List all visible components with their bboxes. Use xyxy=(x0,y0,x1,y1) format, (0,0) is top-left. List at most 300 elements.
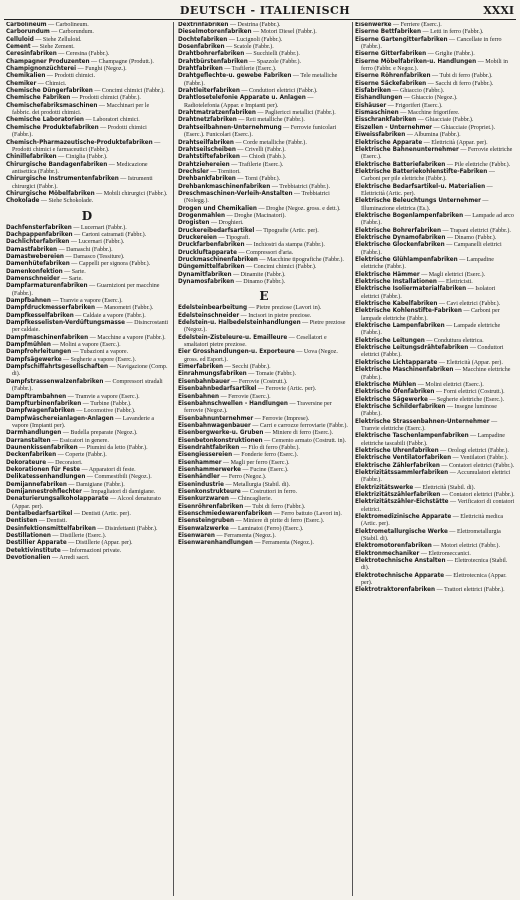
entry-definition: — Carbolineum. xyxy=(48,22,89,28)
entry-definition: — Elettricità (Appar. per). xyxy=(438,359,503,366)
entry-definition: — Laboratori chimici. xyxy=(85,117,140,124)
entry-term: Dosenfabriken xyxy=(178,44,225,51)
entry-term: Drahtbohrerfabriken xyxy=(178,51,245,58)
entry-term: Dampfsägewerke xyxy=(6,356,62,363)
entry-term: Elektrische Glühlampenfabriken xyxy=(355,257,458,263)
entry-term: Eiweissfabriken xyxy=(355,132,406,139)
entry-term: Eisenhändler xyxy=(178,474,220,481)
entry-definition: — Macchinari per le fabbric. dei prodotti chimici. xyxy=(12,102,150,117)
entry-definition: — Alcool denaturato (Appar. per). xyxy=(12,496,161,510)
entry-term: Damastwebereien xyxy=(6,253,64,260)
dictionary-entry xyxy=(355,514,515,529)
entry-term: Champignonzüchterei xyxy=(6,66,77,73)
entry-term: Eisenbahnunternehmer xyxy=(178,415,254,422)
dictionary-entry xyxy=(178,416,350,423)
entry-definition: — Sarte. xyxy=(64,268,86,275)
entry-definition: — Lampade elettriche (Fabbr.). xyxy=(361,323,501,337)
entry-definition: — Sacchi di ferro (Fabbr.). xyxy=(427,80,494,87)
dictionary-entry xyxy=(355,551,515,558)
entry-definition: — Molini a vapore (Eserc.). xyxy=(52,342,121,349)
entry-term: Eiserne Gartengitterfabriken xyxy=(355,36,448,43)
entry-definition: — Tornitori. xyxy=(210,168,241,175)
entry-definition: — Ghiacciaie (Fabbr.). xyxy=(417,117,474,124)
dictionary-entry xyxy=(6,305,168,312)
entry-definition: — Guarnizioni per macchine (Fabbr.). xyxy=(12,283,160,297)
entry-definition: — Siehe Zelluloid. xyxy=(35,36,82,43)
entry-definition: — Trattori elettrici (Fabbr.). xyxy=(436,587,505,594)
entry-definition: — Cartoni catramati (Fabbr.). xyxy=(74,231,147,238)
dictionary-entry xyxy=(178,526,350,533)
entry-definition: — Prodotti chimici. xyxy=(46,73,96,80)
entry-definition: — Segherie elettriche (Eserc.). xyxy=(429,396,505,403)
dictionary-entry xyxy=(355,367,515,382)
entry-term: Eisendrahtfabriken xyxy=(178,444,240,451)
entry-definition: — Metallurgia (Stabil. di). xyxy=(225,481,291,488)
entry-definition: — Lucignoli (Fabbr.). xyxy=(228,36,283,43)
entry-definition: — Dinamo (Fabbr.). xyxy=(446,234,497,241)
dictionary-entry xyxy=(6,117,168,124)
entry-term: Elektrische Beleuchtungs Unternehmer xyxy=(355,198,481,205)
entry-definition: — Lampadine elettriche tascabili (Fabbr.). xyxy=(361,433,505,447)
entry-definition: — Inchiostri da stampa (Fabbr.). xyxy=(246,242,325,249)
dictionary-entry xyxy=(355,140,515,147)
entry-term: Eisenwarenhandlungen xyxy=(178,540,253,547)
dictionary-entry xyxy=(355,198,515,213)
entry-term: Chemikalien xyxy=(6,73,46,80)
dictionary-entry xyxy=(355,397,515,404)
entry-definition: — Traversine per ferrovie (Negoz.). xyxy=(184,400,332,415)
entry-term: Dampfwagenfabriken xyxy=(6,408,75,415)
entry-definition: — Contatori elettrici (Fabbr.). xyxy=(441,492,515,498)
entry-term: Elektrische Strassenbahnen-Unternehmer xyxy=(355,418,490,425)
entry-term: Dampfbahnen xyxy=(6,298,51,305)
entry-definition: — Lucernari (Fabbr.). xyxy=(73,224,127,231)
dictionary-entry xyxy=(355,558,515,573)
dictionary-entry xyxy=(6,526,168,533)
dictionary-entry xyxy=(355,463,515,470)
entry-term: Elektrische Öfenfabriken xyxy=(355,389,435,396)
dictionary-entry xyxy=(178,88,350,95)
entry-term: Elektrische Ventilatorfabriken xyxy=(355,455,452,462)
column-3 xyxy=(355,22,515,896)
dictionary-entry xyxy=(355,433,515,448)
dictionary-entry xyxy=(6,283,168,298)
dictionary-entry xyxy=(178,401,350,416)
entry-term: Elektrische Bahnenunternehmer xyxy=(355,146,459,153)
entry-definition: — Compressori stradali (Fabbr.). xyxy=(12,378,163,393)
dictionary-entry xyxy=(6,313,168,320)
entry-definition: — Istrumenti chirurgici (Fabbr.). xyxy=(12,176,153,190)
entry-definition: — Tipografie (Artic. per). xyxy=(255,227,319,234)
dictionary-entry xyxy=(178,37,350,44)
entry-term: Chemische Düngerfabriken xyxy=(6,88,93,95)
dictionary-entry xyxy=(355,213,515,228)
dictionary-entry xyxy=(178,504,350,511)
entry-definition: — Scatole (Fabbr.). xyxy=(226,44,274,51)
page-header-title: DEUTSCH - ITALIENISCH xyxy=(179,4,351,17)
entry-term: Carbolineum xyxy=(6,22,47,28)
entry-term: Elektrische Bohrerfabriken xyxy=(355,227,442,234)
entry-term: Elektrische Zählerfabriken xyxy=(355,462,440,469)
entry-term: Eier Grosshandlungen-u. Exporteure xyxy=(178,349,295,356)
entry-term: Dachpappenfabriken xyxy=(6,231,73,238)
entry-term: Darmhandlungen xyxy=(6,430,62,437)
entry-definition: — Accumulatori elettrici (Fabbr.). xyxy=(361,469,511,484)
entry-definition: — Isolatori elettrici (Fabbr.). xyxy=(361,286,496,300)
entry-definition: — Lampade ad arco (Fabbr.). xyxy=(361,212,514,227)
entry-definition: — Distillerie (Eserc.). xyxy=(52,533,107,540)
dictionary-entry xyxy=(6,269,168,276)
entry-term: Chemische Laboratorien xyxy=(6,117,84,124)
dictionary-entry xyxy=(355,404,515,419)
dictionary-entry xyxy=(355,117,515,124)
dictionary-entry xyxy=(355,499,515,514)
dictionary-entry xyxy=(178,191,350,206)
entry-term: Eisenkonstrukteure xyxy=(178,488,241,495)
entry-term: Elektrische Kabelfabriken xyxy=(355,301,438,308)
dictionary-entry xyxy=(355,235,515,242)
entry-definition: — Elettromeccanici. xyxy=(420,550,471,557)
entry-term: Edelsteinschneider xyxy=(178,312,240,319)
entry-term: Damenschneider xyxy=(6,276,60,282)
entry-definition: — Pietre preziose (Negoz.). xyxy=(184,320,346,334)
entry-definition: — Chiodi (Fabb.). xyxy=(241,154,287,161)
dictionary-entry xyxy=(6,320,168,335)
dictionary-entry xyxy=(178,29,350,36)
dictionary-entry xyxy=(6,518,168,525)
dictionary-entry xyxy=(178,213,350,220)
entry-definition: — Informazioni private. xyxy=(62,547,122,554)
entry-definition: — Disincrostanti per caldaie. xyxy=(12,320,168,334)
dictionary-entry xyxy=(355,37,515,52)
dictionary-entry xyxy=(355,360,515,367)
dictionary-entry xyxy=(6,394,168,401)
column-divider xyxy=(352,22,353,896)
entry-term: Elektrische Dynamofabriken xyxy=(355,234,446,241)
entry-term: Eisenbahnbauer xyxy=(178,378,230,385)
entry-definition: — Elettricità medica (Artic. per). xyxy=(361,514,504,528)
entry-definition: — Funghi (Negoz.). xyxy=(77,66,127,73)
dictionary-entry xyxy=(6,482,168,489)
entry-definition: — Macchine a vapore (Fabbr.). xyxy=(89,334,166,341)
entry-term: Drahtlosetelefonie Apparate u. Anlagen xyxy=(178,95,306,102)
dictionary-entry xyxy=(178,242,350,249)
entry-term: Eisfabriken xyxy=(355,88,391,95)
dictionary-entry xyxy=(6,460,168,467)
entry-definition: — Ghiacciaie (Propriet.). xyxy=(433,124,496,131)
entry-definition: — Ventilatori (Fabbr.). xyxy=(452,455,508,462)
entry-term: Chemische Produktefabriken xyxy=(6,124,99,131)
dictionary-entry xyxy=(6,430,168,437)
dictionary-entry xyxy=(178,279,350,286)
entry-term: Elektromedizinische Apparate xyxy=(355,514,452,521)
entry-definition: — Segherie a vapore (Eserc.). xyxy=(63,356,136,363)
entry-term: Chinillefabriken xyxy=(6,154,57,161)
dictionary-entry xyxy=(355,162,515,169)
entry-definition: — Trebbiatrici (Nolegg.). xyxy=(184,190,330,205)
dictionary-entry xyxy=(355,323,515,338)
entry-term: Elektrische Mühlen xyxy=(355,381,417,388)
entry-term: Drahtbürstenfabriken xyxy=(178,58,248,65)
entry-term: Elektrotraktorenfabriken xyxy=(355,587,436,594)
entry-term: Eiserne Säckefabriken xyxy=(355,80,427,87)
dictionary-entry xyxy=(6,239,168,246)
entry-term: Darranstalten xyxy=(6,437,51,444)
dictionary-entry xyxy=(178,386,350,393)
entry-term: Eisenindustrie xyxy=(178,481,224,488)
entry-term: Drahtziehereien xyxy=(178,161,230,168)
dictionary-entry xyxy=(6,452,168,459)
entry-term: Celluloid xyxy=(6,36,34,43)
entry-definition: — Forni elettrici (Costrutt.). xyxy=(436,389,505,396)
entry-definition: — Conduttori elettrici (Fabbr.). xyxy=(241,88,318,95)
entry-term: Dekorationen für Feste xyxy=(6,466,81,473)
entry-term: Elektrische Uhrenfabriken xyxy=(355,447,439,454)
entry-definition: — Spazzole (Fabbr.). xyxy=(249,58,301,65)
entry-term: Dentisten xyxy=(6,518,38,525)
entry-term: Chemischefabriksmaschinen xyxy=(6,102,98,109)
dictionary-entry xyxy=(6,379,168,394)
entry-term: Elektrische Lampenfabriken xyxy=(355,323,445,330)
entry-term: Eisenhammerwerke xyxy=(178,466,241,473)
entry-definition: — Campanelli elettrici (Fabbr.). xyxy=(361,242,502,256)
dictionary-entry xyxy=(6,198,168,205)
entry-term: Edelstein-Zisteleure-u. Emailleure xyxy=(178,334,288,341)
entry-definition: — Medicazione antisettica (Fabbr.). xyxy=(12,161,148,175)
entry-term: Denaturierungsalkoholapparate xyxy=(6,496,109,503)
dictionary-entry xyxy=(178,349,350,364)
entry-definition: — Tranvie elettriche (Eserc.). xyxy=(361,418,498,432)
dictionary-entry xyxy=(355,455,515,462)
entry-term: Damastfabriken xyxy=(6,246,58,253)
entry-definition: — Tipografi. xyxy=(218,234,251,241)
dictionary-entry xyxy=(6,474,168,481)
entry-term: Dekorateure xyxy=(6,459,47,466)
entry-definition: — Magli elettrici (Eserc.). xyxy=(421,271,486,278)
entry-term: Drahtseilscheiben xyxy=(178,146,236,153)
entry-term: Drahtseilbahnen-Unternehmung xyxy=(178,124,282,131)
dictionary-entry xyxy=(6,81,168,88)
dictionary-entry xyxy=(6,342,168,349)
entry-term: Eisenbahnschwellen - Handlungen xyxy=(178,400,288,407)
entry-definition: — Griglie (Fabbr.). xyxy=(427,51,475,58)
entry-definition: — Compressori d'aria. xyxy=(238,249,294,256)
entry-term: Dampfkesselfabriken xyxy=(6,312,74,319)
entry-term: Eishäuser xyxy=(355,102,387,109)
entry-definition: — Cemento armato (Costrutt. in). xyxy=(264,437,347,444)
entry-definition: — Manometri (Fabbr.). xyxy=(96,305,154,312)
entry-term: Elektromotorenfabriken xyxy=(355,543,432,550)
entry-term: Ceresinfabriken xyxy=(6,51,57,58)
dictionary-entry xyxy=(6,154,168,161)
entry-term: Chemisch-Pharmazeutische-Produktefabriken xyxy=(6,139,153,146)
entry-definition: — Elettricità (Artic. per). xyxy=(361,183,493,197)
dictionary-entry xyxy=(355,73,515,80)
entry-term: Eisenbahnwagenbauer xyxy=(178,422,251,429)
entry-term: Druckfarbenfabriken xyxy=(178,242,245,249)
entry-term: Eisenschmiedewarenfabriken xyxy=(178,511,273,517)
dictionary-entry xyxy=(6,66,168,73)
entry-definition: — Damigiane (Fabbr.). xyxy=(68,481,125,488)
entry-term: Eisenbahnbedarfsartikel xyxy=(178,386,257,393)
dictionary-entry xyxy=(178,313,350,320)
entry-definition: — Conduttura elettrica. xyxy=(426,337,484,344)
entry-term: Eiserne Bettfabriken xyxy=(355,29,422,36)
dictionary-entry xyxy=(6,176,168,191)
entry-definition: — Decoratori. xyxy=(47,459,83,466)
dictionary-entry xyxy=(6,59,168,66)
entry-term: Dampfkesselisten-Verdüftungsmasse xyxy=(6,320,126,327)
entry-definition: — Sarte. xyxy=(61,276,83,282)
entry-definition: — Prodotti chimici e farmaceutici (Fabbr.). xyxy=(12,139,161,153)
entry-term: Elektrische Lichtapparate xyxy=(355,359,438,366)
entry-definition: — Pile elettriche (Fabbr.). xyxy=(446,161,511,168)
dictionary-entry xyxy=(355,301,515,308)
entry-definition: — Concimi chimici (Fabbr.). xyxy=(94,88,165,95)
entry-term: Elektronmechaniker xyxy=(355,550,420,557)
entry-definition: — Ceresina (Fabbr.). xyxy=(58,51,110,58)
entry-definition: — Elettrotecnica (Stabil. di). xyxy=(361,558,508,572)
entry-definition: — Dinamite (Fabbr.). xyxy=(233,271,286,278)
dictionary-entry xyxy=(6,140,168,155)
entry-definition: — Lavanderie a vapore (Impianti per). xyxy=(12,415,155,429)
entry-definition: — Damasco (Tessiture). xyxy=(65,253,125,260)
dictionary-entry xyxy=(6,364,168,379)
entry-definition: — Budella preparate (Negoz.). xyxy=(62,430,138,437)
dictionary-entry xyxy=(178,51,350,58)
entry-term: Elektrische Kohlenstifte-Fabriken xyxy=(355,308,462,315)
entry-term: Dampftrambahnen xyxy=(6,393,67,400)
entry-term: Dampfwäschereianlagen-Anlagen xyxy=(6,415,114,422)
entry-definition: — Chimici. xyxy=(37,80,67,87)
entry-definition: — Cappelli per signora (Fabbr.). xyxy=(71,261,151,268)
entry-definition: — Droghieri. xyxy=(210,220,244,227)
dictionary-entry xyxy=(6,225,168,232)
dictionary-entry xyxy=(6,37,168,44)
dictionary-entry xyxy=(178,452,350,459)
dictionary-entry xyxy=(355,338,515,345)
entry-term: Chemische Fabriken xyxy=(6,95,71,102)
entry-term: Eishandlungen xyxy=(355,95,403,102)
dictionary-entry xyxy=(6,489,168,496)
entry-term: Destillationen xyxy=(6,533,51,540)
entry-term: Druckmaschinenfabriken xyxy=(178,257,258,263)
dictionary-entry xyxy=(355,308,515,323)
entry-term: Drechsler xyxy=(178,168,209,175)
dictionary-entry xyxy=(178,264,350,271)
dictionary-entry xyxy=(178,184,350,191)
dictionary-entry xyxy=(6,548,168,555)
entry-term: Elektrometallurgische Werke xyxy=(355,528,448,535)
entry-definition: — Elettrotecnica (Appar. per). xyxy=(361,572,507,587)
entry-term: Elektrische Taschenlampenfabriken xyxy=(355,433,469,440)
dictionary-entry xyxy=(355,485,515,492)
entry-definition: — Navigazione (Comp. di). xyxy=(12,364,168,378)
entry-definition: — Carboni per lampade elettriche (Fabbr.). xyxy=(361,308,500,322)
dictionary-entry xyxy=(355,272,515,279)
entry-term: Eiszellen - Unternehmer xyxy=(355,124,433,131)
entry-term: Drehbankfabriken xyxy=(178,176,236,183)
entry-definition: — Tomaie (Fabbr.). xyxy=(248,371,297,378)
entry-term: Elektrizitätszählerfabriken xyxy=(355,492,441,498)
entry-term: Drahtleiterfabriken xyxy=(178,88,240,95)
dictionary-entry xyxy=(355,228,515,235)
entry-term: Elektrische Installationen xyxy=(355,279,437,286)
entry-definition: — Pietre preziose (Lavori in). xyxy=(248,305,322,312)
entry-term: Demijannestrohflechter xyxy=(6,488,82,495)
dictionary-entry xyxy=(178,474,350,481)
entry-definition: — Fucine (Eserc.). xyxy=(242,466,289,473)
dictionary-entry xyxy=(178,66,350,73)
entry-term: Eisenwalzwerke xyxy=(178,525,229,532)
entry-definition: — Torni (Fabbr.). xyxy=(237,176,281,183)
entry-definition: — Ferro (Negoz.). xyxy=(221,474,267,481)
dictionary-entry xyxy=(178,176,350,183)
entry-definition: — Tubazioni a vapore. xyxy=(72,349,129,356)
entry-term: Detektivinstitute xyxy=(6,547,61,554)
dictionary-entry xyxy=(178,371,350,378)
dictionary-entry xyxy=(6,276,168,283)
entry-term: Elektrische Bogenlampenfabriken xyxy=(355,212,464,219)
entry-definition: — Coperte (Fabbr.). xyxy=(57,452,107,459)
entry-definition: — Arredi sacri. xyxy=(51,555,90,562)
entry-definition: — Ghiaccio (Negoz.). xyxy=(403,95,458,102)
entry-term: Eisensteingruben xyxy=(178,518,234,525)
entry-definition: — Tubi di ferro (Fabbr.). xyxy=(244,503,306,510)
entry-definition: — Apparatori di feste. xyxy=(81,466,136,473)
entry-definition: — Uova (Negoz. gross. ed Esport.). xyxy=(184,349,338,363)
entry-definition: — Turbine (Fabbr.). xyxy=(82,400,132,407)
entry-term: Elektrische Sägewerke xyxy=(355,396,428,403)
entry-term: Drehbankmaschinenfabriken xyxy=(178,183,271,190)
entry-term: Drahtgeflechte-u. gewebe Fabriken xyxy=(178,73,292,80)
dictionary-entry xyxy=(178,206,350,213)
entry-definition: — Chincaglierie. xyxy=(230,496,273,503)
dictionary-entry xyxy=(6,162,168,177)
entry-definition: — Lucernari (Fabbr.). xyxy=(70,239,125,246)
entry-definition: — Mobili chirurgici (Fabbr.). xyxy=(96,190,168,197)
dictionary-entry xyxy=(178,438,350,445)
entry-term: Elektrische Batteriefabriken xyxy=(355,161,446,168)
section-letter: D xyxy=(81,208,93,223)
entry-term: Chirurgische Möbelfabriken xyxy=(6,190,95,197)
entry-definition: — Ferrovie (Costrutt.). xyxy=(231,378,288,385)
dictionary-entry xyxy=(178,95,350,110)
entry-term: Elektrizitätswerke xyxy=(355,484,414,491)
dictionary-entry xyxy=(355,51,515,58)
entry-term: Drahtseilfabriken xyxy=(178,139,234,146)
dictionary-entry xyxy=(6,51,168,58)
entry-definition: — Lampadine elettriche (Fabbr.). xyxy=(361,257,494,271)
entry-definition: — Pagliericci metallici (Fabbr.). xyxy=(257,110,336,117)
dictionary-entry xyxy=(178,272,350,279)
entry-term: Drogisten xyxy=(178,220,210,227)
entry-term: Eisenhammer xyxy=(178,459,222,466)
entry-definition: — Letti in ferro (Fabbr.). xyxy=(422,29,484,36)
entry-definition: — Laminatoi (Ferro) (Eserc.). xyxy=(230,525,304,532)
entry-term: Elektrotechnische Apparate xyxy=(355,572,445,579)
entry-term: Elektrische Leitungen xyxy=(355,337,425,344)
dictionary-entry xyxy=(355,587,515,594)
dictionary-entry xyxy=(178,228,350,235)
entry-definition: — Motori elettrici (Fabbr.). xyxy=(433,543,500,550)
dictionary-entry xyxy=(6,496,168,511)
column-1 xyxy=(6,22,168,896)
entry-definition: — Trapani elettrici (Fabbr.). xyxy=(442,227,511,234)
dictionary-entry xyxy=(178,540,350,547)
entry-term: Dampfschiffahrtsgesellschaften xyxy=(6,364,109,371)
entry-definition: — Commestibili (Negoz.). xyxy=(86,474,152,481)
